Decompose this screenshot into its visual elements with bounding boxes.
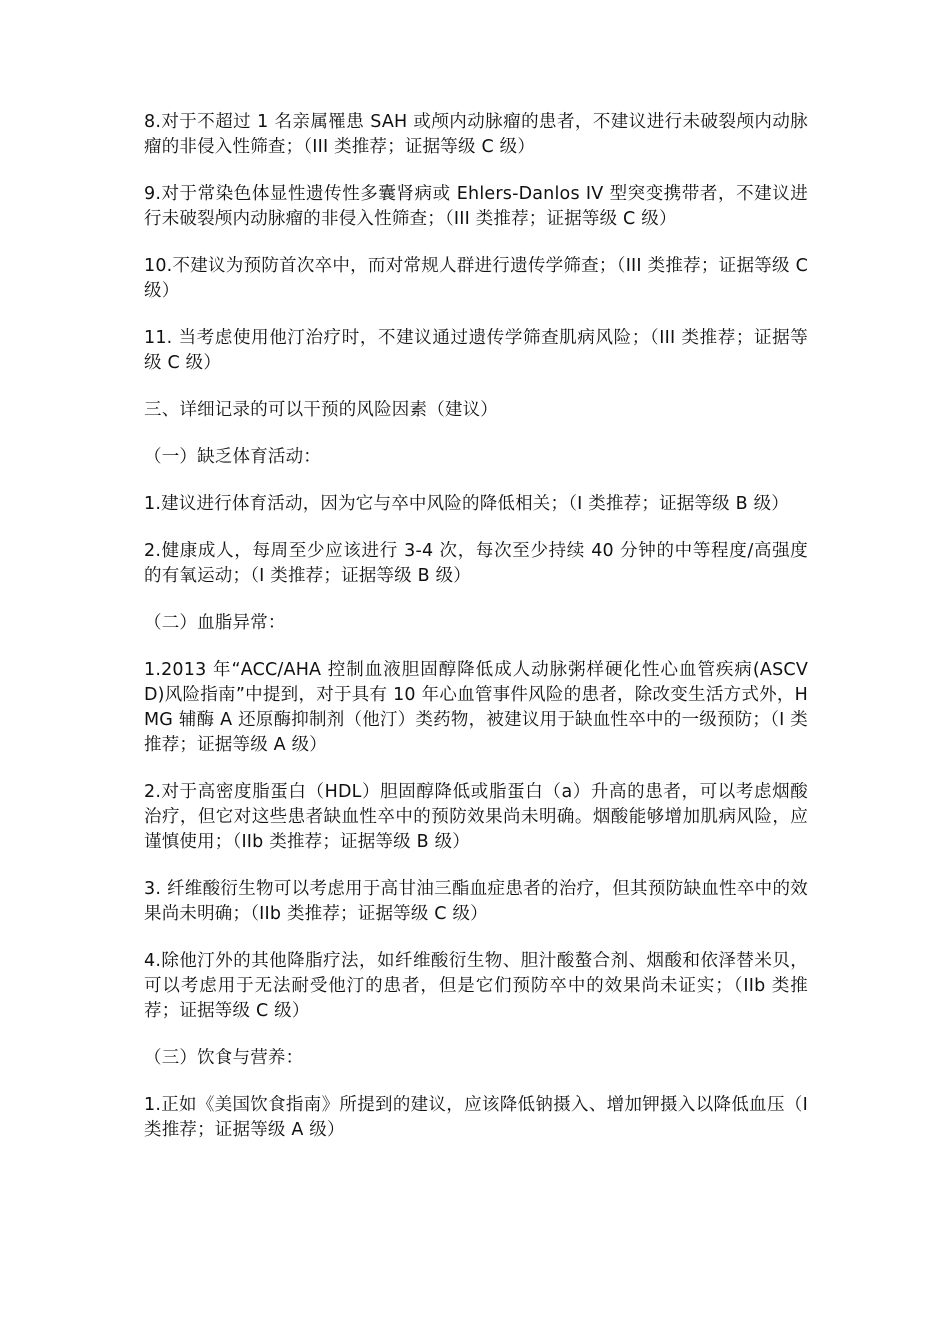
- recommendation-item-8: 8.对于不超过 1 名亲属罹患 SAH 或颅内动脉瘤的患者，不建议进行未破裂颅内动脉瘤的非侵入性筛查；（III 类推荐；证据等级 C 级）: [144, 112, 808, 157]
- recommendation-item-10: 10.不建议为预防首次卒中，而对常规人群进行遗传学筛查；（III 类推荐；证据等级 C 级）: [144, 256, 808, 301]
- lipid-item-3: 3. 纤维酸衍生物可以考虑用于高甘油三酯血症患者的治疗，但其预防缺血性卒中的效果尚未明确；（IIb 类推荐；证据等级 C 级）: [144, 879, 808, 924]
- activity-item-1: 1.建议进行体育活动，因为它与卒中风险的降低相关；（I 类推荐；证据等级 B 级）: [144, 494, 789, 514]
- diet-item-1: 1.正如《美国饮食指南》所提到的建议，应该降低钠摄入、增加钾摄入以降低血压（Ⅰ类推荐；证据等级 A 级）: [144, 1095, 808, 1140]
- activity-item-2: 2.健康成人，每周至少应该进行 3-4 次，每次至少持续 40 分钟的中等程度/高强度的有氧运动；（I 类推荐；证据等级 B 级）: [144, 541, 808, 586]
- recommendation-item-9: 9.对于常染色体显性遗传性多囊肾病或 Ehlers-Danlos IV 型突变携带者，不建议进行未破裂颅内动脉瘤的非侵入性筛查；（III 类推荐；证据等级 C 级）: [144, 184, 808, 229]
- subsection-heading-dyslipidemia: （二）血脂异常：: [144, 613, 286, 633]
- subsection-heading-physical-activity: （一）缺乏体育活动：: [144, 447, 321, 467]
- recommendation-item-11: 11. 当考虑使用他汀治疗时，不建议通过遗传学筛查肌病风险；（III 类推荐；证据等级 C 级）: [144, 328, 808, 373]
- document-page: [144, 110, 808, 1165]
- lipid-item-2: 2.对于高密度脂蛋白（HDL）胆固醇降低或脂蛋白（a）升高的患者，可以考虑烟酸治疗，但它对这些患者缺血性卒中的预防效果尚未明确。烟酸能够增加肌病风险，应谨慎使用；（IIb 类推荐；证据等级 B 级）: [144, 782, 808, 852]
- subsection-heading-diet: （三）饮食与营养：: [144, 1048, 304, 1068]
- lipid-item-1: 1.2013 年“ACC/AHA 控制血液胆固醇降低成人动脉粥样硬化性心血管疾病(ASCVD)风险指南”中提到，对于具有 10 年心血管事件风险的患者，除改变生活方式外，HMG 辅酶 A 还原酶抑制剂（他汀）类药物，被建议用于缺血性卒中的一级预防；（I 类推荐；证据等级 A 级）: [144, 660, 808, 755]
- section-heading-3: 三、详细记录的可以干预的风险因素（建议）: [144, 400, 498, 420]
- lipid-item-4: 4.除他汀外的其他降脂疗法，如纤维酸衍生物、胆汁酸螯合剂、烟酸和依泽替米贝，可以考虑用于无法耐受他汀的患者，但是它们预防卒中的效果尚未证实；（IIb 类推荐；证据等级 C 级）: [144, 951, 808, 1021]
